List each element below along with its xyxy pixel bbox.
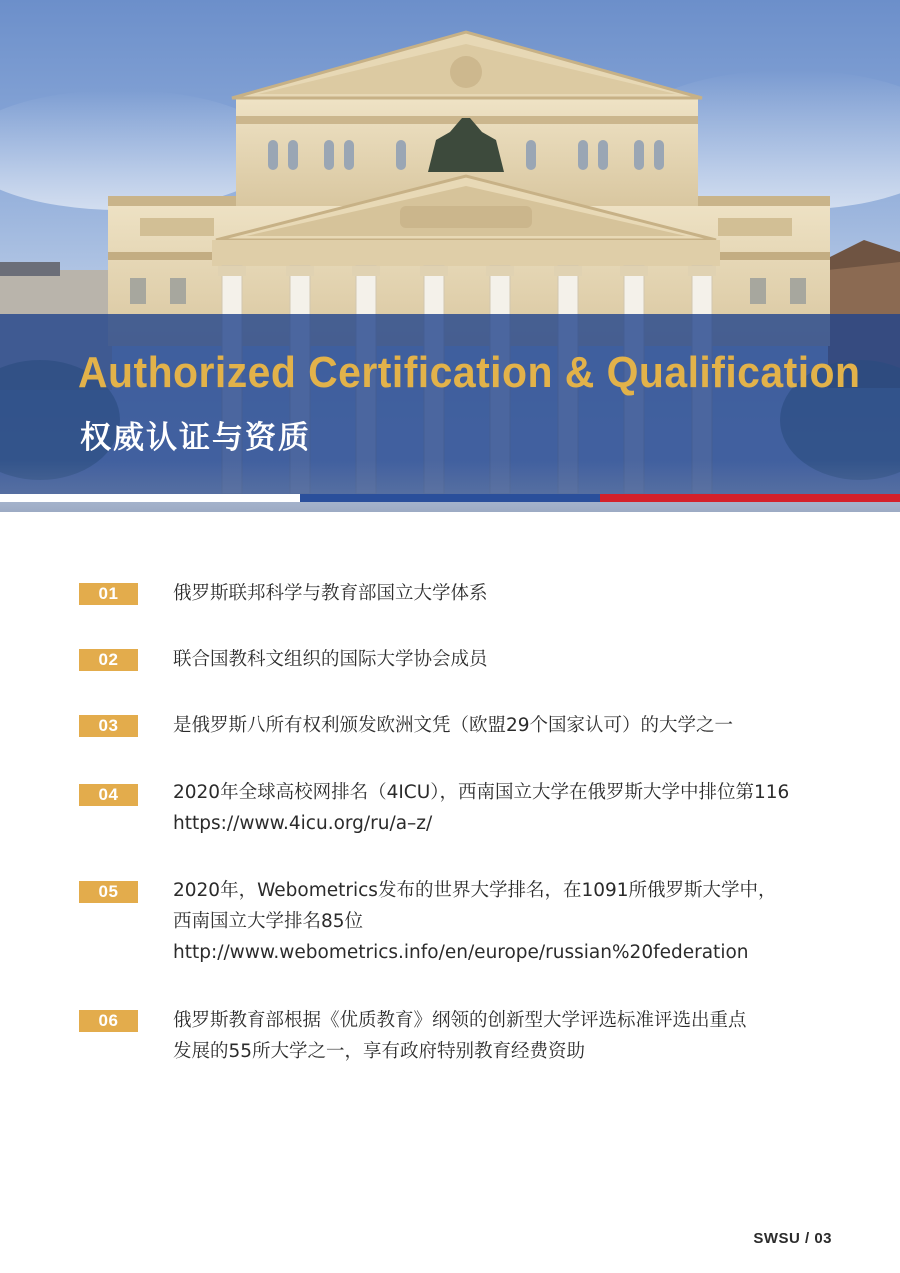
item-link[interactable]: https://www.4icu.org/ru/a–z/: [173, 813, 433, 834]
page-title-english: Authorized Certification & Qualification: [78, 348, 861, 397]
item-number-badge: 02: [79, 649, 138, 671]
item-text: [173, 710, 873, 741]
item-text: [173, 644, 873, 675]
divider-stripe-white: [0, 494, 300, 502]
item-text: [173, 875, 873, 968]
item-link[interactable]: http://www.webometrics.info/en/europe/russian%20federation: [173, 942, 749, 963]
item-number-badge: 01: [79, 583, 138, 605]
item-text-line: 俄罗斯联邦科学与教育部国立大学体系: [173, 583, 488, 604]
item-text-line: 2020年，Webometrics发布的世界大学排名，在1091所俄罗斯大学中，: [173, 880, 777, 901]
item-number-badge: 03: [79, 715, 138, 737]
item-text-line: 2020年全球高校网排名（4ICU），西南国立大学在俄罗斯大学中排位第116: [173, 782, 790, 803]
item-text: [173, 578, 873, 609]
item-text: [173, 1005, 873, 1067]
item-text-line: 是俄罗斯八所有权利颁发欧洲文凭（欧盟29个国家认可）的大学之一: [173, 715, 734, 736]
item-number-badge: 06: [79, 1010, 138, 1032]
page-title-chinese: 权威认证与资质: [80, 420, 311, 456]
hero-banner: [0, 0, 900, 512]
title-band-fade: [0, 460, 900, 512]
item-number-badge: 05: [79, 881, 138, 903]
item-text-line: 俄罗斯教育部根据《优质教育》纲领的创新型大学评选标准评选出重点: [173, 1010, 747, 1031]
page-number: SWSU / 03: [753, 1230, 832, 1247]
item-text-line: 西南国立大学排名85位: [173, 911, 364, 932]
divider-stripe-red: [600, 494, 900, 502]
divider-stripe-navy: [300, 494, 600, 502]
item-text: [173, 777, 873, 839]
item-text-line: 发展的55所大学之一，享有政府特别教育经费资助: [173, 1041, 586, 1062]
item-number-badge: 04: [79, 784, 138, 806]
item-text-line: 联合国教科文组织的国际大学协会成员: [173, 649, 488, 670]
